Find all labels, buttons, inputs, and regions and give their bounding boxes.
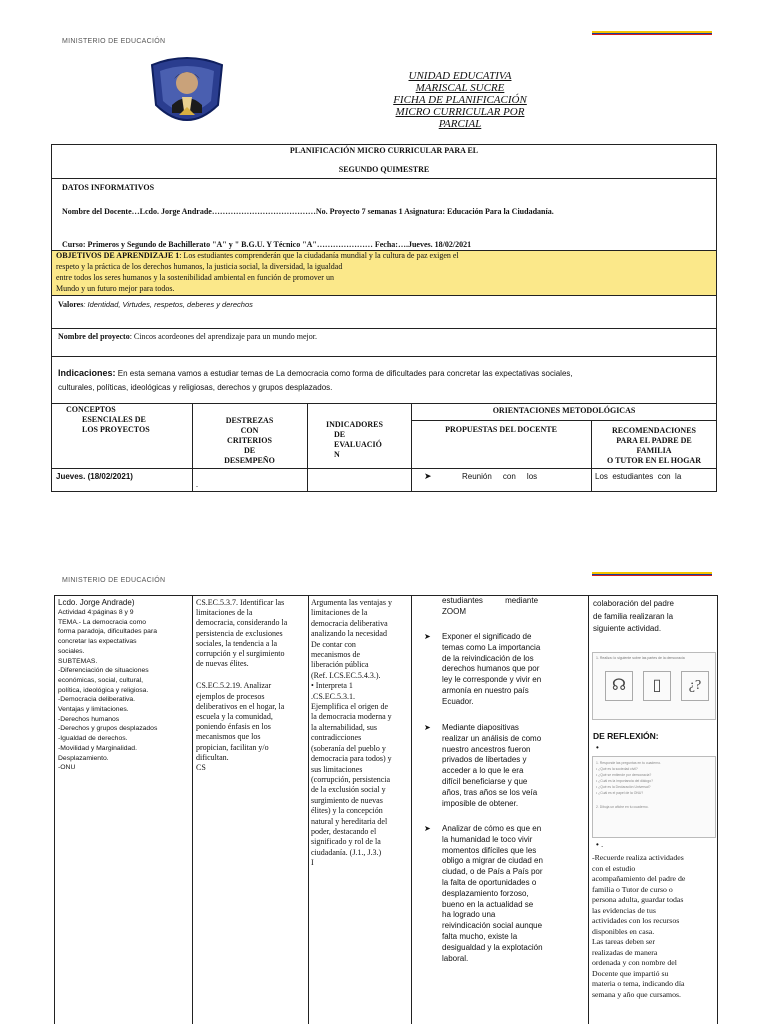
flag-stripe (592, 31, 712, 35)
flag-stripe (592, 572, 712, 576)
col5-line: materia o tema, indicando día (592, 979, 685, 988)
col3-line: la alternabilidad, sus (311, 722, 377, 732)
col5-line: disponibles en casa. (592, 926, 655, 936)
col4-item-3 (442, 824, 588, 964)
header-orientaciones: ORIENTACIONES METODOLÓGICAS (492, 406, 636, 415)
col3-line: democracia deliberativa (311, 618, 388, 628)
col3-line: surgimiento de nuevas (311, 795, 383, 805)
row1-propuesta: Reunión con los (462, 472, 538, 481)
col1-line: -Democracia deliberativa. (58, 696, 136, 704)
col4-line: desplazamiento forzoso, (442, 888, 529, 898)
datos-heading: DATOS INFORMATIVOS (62, 183, 155, 192)
school-name-line: PARCIAL (438, 118, 482, 130)
questions-thumbnail (592, 756, 716, 838)
col1-line: -Movilidad y Marginalidad. (58, 744, 137, 752)
title-line-1: PLANIFICACIÓN MICRO CURRICULAR PARA EL (289, 146, 479, 155)
col4-item-2 (442, 723, 588, 809)
header-conceptos (56, 405, 192, 435)
col4-line: bueno en la actualidad se (442, 899, 534, 909)
col4-line: privados de libertades y (442, 755, 527, 765)
col2-line: propician, facilitan y/o (196, 742, 269, 752)
docente-line: Nombre del Docente…Lcdo. Jorge Andrade…………………………………No. Proyecto 7 semanas 1 Asignatura: Educación Para la Ciudadanía. (62, 207, 554, 216)
col5-line: actividades con los recursos (592, 916, 680, 925)
proyecto-label: Nombre del proyecto (58, 332, 130, 341)
col4-line: Analizar de cómo es que en (442, 824, 542, 833)
col3-line: mecanismos de (311, 650, 361, 660)
objetivos-line: Mundo y un futuro mejor para todos. (56, 284, 175, 293)
activity-thumbnail (592, 652, 716, 720)
header-line: INDICADORES (326, 420, 383, 429)
col4-line: nuestro ancestros fueron (442, 744, 531, 754)
header-line: RECOMENDACIONES (611, 426, 696, 435)
col1-line: concretar las expectativas (58, 638, 137, 646)
col4-line: obligo a migrar de ciudad en (442, 856, 543, 866)
bullet-arrow-icon: ➤ (424, 632, 431, 641)
bottom-bullet: • . (596, 840, 604, 849)
col3-indicadores (311, 598, 411, 869)
bullet-arrow-icon: ➤ (424, 824, 431, 833)
col2-line: mecanismos que los (196, 732, 261, 742)
title-line-2: SEGUNDO QUIMESTRE (338, 165, 430, 174)
col4-line: de la reivindicación de los (442, 653, 534, 663)
header-line: PARA EL PADRE DE (616, 436, 692, 445)
col4-line: ha logrado una (442, 910, 496, 920)
col2-destrezas (196, 598, 308, 773)
col1-line: -ONU (58, 764, 76, 772)
col4-line: la humanidad le toco vivir (442, 834, 533, 844)
col5-line: ordenada y con nombre del (592, 958, 677, 967)
col5-line: colaboración del padre (593, 599, 674, 608)
indicaciones-line: En esta semana vamos a estudiar temas de La democracia como forma de dificultades para concretar las expectativas sociales, (115, 369, 573, 378)
col3-line: élites) y la concepción (311, 806, 383, 816)
col3-line: De contar con (311, 639, 356, 649)
col2-line: de nuevas élites. (196, 659, 249, 669)
col5-line: Las tareas deben ser (592, 937, 655, 946)
objetivos-label: OBJETIVOS DE APRENDIZAJE 1 (56, 251, 180, 260)
proyecto-text: : Cincos acordeones del aprendizaje para un mundo mejor. (129, 332, 317, 341)
col5-line: persona adulta, guardar todas (592, 895, 684, 904)
col4-line: imposible de obtener. (442, 798, 519, 808)
valores-text: : Identidad, Virtudes, respetos, deberes y derechos (83, 300, 253, 309)
school-header (380, 70, 540, 130)
col3-line: (soberanía del pueblo y (311, 743, 386, 753)
col3-line: liberación pública (311, 660, 369, 670)
col1-conceptos (58, 598, 192, 773)
ministry-label: MINISTERIO DE EDUCACIÓN (62, 38, 166, 45)
col3-line: (Ref. I.CS.EC.5.4.3.). (311, 670, 381, 680)
col5-bottom (592, 853, 716, 1000)
thumb-line: • ¿Qué se entiende por democracia? (596, 773, 652, 777)
col3-line: poder, destacando el (311, 826, 377, 836)
header-line: ESENCIALES DE (82, 415, 146, 424)
col3-line: significado y rol de la (311, 837, 381, 847)
header-line: N (334, 450, 340, 459)
col1-line: -Diferenciación de situaciones (58, 667, 149, 675)
reflexion-bullet: • (596, 743, 599, 752)
school-name-line: FICHA DE PLANIFICACIÓN (393, 94, 527, 106)
col2-line: corrupción y el surgimiento (196, 649, 285, 659)
person-icon: ☊ (605, 671, 633, 701)
col4-line: ley le corresponde y vivir en (442, 675, 542, 685)
col4-line: laboral. (442, 953, 469, 963)
school-name-line: MICRO CURRICULAR POR (395, 106, 525, 118)
col3-line: I (311, 858, 314, 868)
col4-line: acceder a lo que le era (442, 766, 524, 776)
valores-row (58, 300, 253, 310)
objetivos-line: entre todos los seres humanos y la sostenibilidad ambiental en función de promover un (56, 273, 334, 282)
col1-line: política, ideológica y religiosa. (58, 686, 149, 694)
col5-line: -Recuerde realiza actividades (592, 853, 684, 862)
col4-top-line: estudiantes mediante (442, 596, 539, 605)
col3-line: contradicciones (311, 733, 362, 743)
col1-line: Lcdo. Jorge Andrade) (58, 598, 135, 607)
bullet-arrow-icon: ➤ (424, 723, 431, 732)
col4-item-1 (442, 632, 588, 708)
col4-line: falta mucho, existe la (442, 931, 518, 941)
objetivos-text (56, 251, 459, 261)
col3-line: analizando la necesidad (311, 629, 387, 639)
col5-line: realizadas de manera (592, 947, 658, 957)
col3-line: de la exclusión social y (311, 785, 386, 795)
header-line: LOS PROYECTOS (82, 425, 150, 434)
reflexion-heading: DE REFLEXIÓN: (593, 731, 659, 741)
col3-line: .CS.EC.5.3.1. (311, 691, 356, 701)
col4-line: Ecuador. (442, 696, 474, 706)
col2-line: poniendo énfasis en los (196, 722, 271, 732)
school-name-line: UNIDAD EDUCATIVA (408, 70, 512, 82)
col5-line: de familia realizaran la (593, 611, 674, 621)
thumb-line: • ¿Qué es la sociedad civil? (596, 767, 638, 771)
thumb-line: • ¿Cuál es el papel de la ONU? (596, 791, 644, 795)
col5-line: semana y año que cursamos. (592, 989, 681, 999)
header-line: CONCEPTOS (66, 405, 116, 414)
indicaciones-row (58, 368, 573, 378)
col2-line: persistencia de exclusiones (196, 628, 283, 638)
objetivos-line: respeto y la práctica de los derechos humanos, la justicia social, la diversidad, la igualdad (56, 262, 343, 271)
col2-line: deliberativos en el hogar, la (196, 701, 285, 711)
col1-line: -Derechos humanos (58, 715, 120, 723)
valores-label: Valores (58, 300, 84, 309)
col2-line: dificultan. (196, 752, 229, 762)
col2-line: ejemplos de procesos (196, 691, 265, 701)
col4-line: Mediante diapositivas (442, 723, 519, 732)
header-line: O TUTOR EN EL HOGAR (607, 456, 701, 465)
col1-line: sociales. (58, 647, 85, 655)
col2-line: CS.EC.5.3.7. Identificar las (196, 598, 285, 607)
col5-line: las evidencias de tus (592, 905, 656, 915)
thumb-line: 2. Dibuja un afiche en tu cuaderno. (596, 805, 649, 809)
col4-line: momentos difíciles que les (442, 845, 537, 855)
thumb-line: • ¿Qué es la Declaración Universal? (596, 785, 651, 789)
col1-line: SUBTEMAS. (58, 657, 98, 665)
bullet-arrow-icon: ➤ (424, 471, 432, 481)
question-icon: ¿? (681, 671, 709, 701)
col4-line: desigualdad y la explotación (442, 942, 543, 952)
col3-line: sus limitaciones (311, 764, 363, 774)
indicaciones-label: Indicaciones: (58, 368, 116, 378)
col2-spacer (196, 669, 308, 681)
col3-line: Ejemplifica el origen de (311, 702, 389, 712)
header-propuestas: PROPUESTAS DEL DOCENTE (445, 425, 557, 434)
col5-line: Docente que impartió su (592, 968, 669, 978)
col4-line: difícil beneficiarse y que (442, 776, 528, 786)
col5-top (593, 598, 715, 636)
col2-line: limitaciones de la (196, 608, 253, 618)
col4-line: derechos humanos que por (442, 664, 540, 674)
header-destrezas (192, 416, 307, 466)
header-line: CON (240, 426, 259, 435)
col3-line: limitaciones de la (311, 608, 368, 618)
col1-line: Ventajas y limitaciones. (58, 706, 129, 714)
school-name-line: MARISCAL SUCRE (415, 82, 505, 94)
book-icon: ▯ (643, 671, 671, 701)
col5-line: familia o Tutor de curso o (592, 884, 673, 894)
col1-line: -Igualdad de derechos. (58, 735, 128, 743)
col1-line: económicas, social, cultural, (58, 676, 143, 684)
col4-line: realizar un análisis de como (442, 733, 542, 743)
col1-line: -Derechos y grupos desplazados (58, 725, 158, 733)
header-line: DESEMPEÑO (224, 456, 275, 465)
col4-line: Exponer el significado de (442, 632, 532, 641)
objetivos-line: : Los estudiantes comprenderán que la ciudadanía mundial y la cultura de paz exigen el (179, 251, 459, 260)
header-line: DE (243, 446, 256, 455)
col1-line: forma paradoja, dificultades para (58, 628, 157, 636)
school-emblem (146, 55, 228, 131)
col4-line: reivindicación social aunque (442, 921, 543, 931)
col2-line: CS.EC.5.2.19. Analizar (196, 681, 272, 691)
col5-line: siguiente actividad. (593, 624, 662, 633)
col1-line: Actividad 4:páginas 8 y 9 (58, 609, 134, 616)
col5-line: acompañamiento del padre de (592, 874, 686, 883)
col2-line: sociales, la tendencia a la (196, 638, 278, 648)
col3-line: Argumenta las ventajas y (311, 598, 392, 607)
col3-line: (corrupción, persistencia (311, 774, 391, 784)
header-line: EVALUACIÓ (334, 440, 382, 449)
ministry-label: MINISTERIO DE EDUCACIÓN (62, 577, 166, 584)
col1-line: TEMA.- La democracia como (58, 618, 147, 626)
proyecto-row (58, 332, 317, 342)
col5-line: con el estudio (592, 863, 636, 873)
header-indicadores (326, 420, 411, 460)
col4-zoom: ZOOM (442, 607, 466, 616)
header-line: DE (334, 430, 346, 439)
row1-destreza: . (196, 480, 198, 489)
header-line: CRITERIOS (227, 436, 272, 445)
col4-line: la falta de oportunidades o (442, 877, 537, 887)
col4-line: temas como La importancia (442, 642, 541, 652)
col3-line: ciudadanía. (J.1., J.3.) (311, 847, 382, 857)
col1-line: Desplazamiento. (58, 754, 109, 762)
thumb-caption: 1. Realiza: lo siguiente sobre las partes de la democracia (596, 656, 685, 660)
thumb-text (596, 760, 661, 810)
col3-line: • Interpreta 1 (311, 681, 353, 691)
col2-line: escuela y la comunidad, (196, 712, 273, 722)
col4-line: armonía en nuestro país (442, 685, 529, 695)
header-recomendaciones (591, 426, 717, 466)
row1-concepto: Jueves. (18/02/2021) (56, 472, 133, 481)
indicaciones-line: culturales, políticas, ideológicas y religiosas, derechos y grupos desplazados. (58, 383, 333, 392)
col3-line: la democracia moderna y (311, 712, 392, 722)
col3-line: natural y hereditaria del (311, 816, 388, 826)
col2-line: CS (196, 763, 206, 773)
col4-line: ciudad, o de País a País por (442, 867, 543, 877)
thumb-line: 1. Responde las preguntas en tu cuaderno. (596, 761, 662, 765)
row1-recomendacion: Los estudiantes con la (595, 472, 682, 481)
thumb-line: • ¿Cuál es la importancia del diálogo? (596, 779, 653, 783)
col4-line: años, tras años se los veía (442, 787, 538, 797)
col2-line: democracia, considerando la (196, 618, 288, 628)
header-line: DESTREZAS (225, 416, 274, 425)
col3-line: democracia para todos) y (311, 754, 392, 764)
header-line: FAMILIA (636, 446, 672, 455)
curso-line: Curso: Primeros y Segundo de Bachillerato "A" y " B.G.U. Y Técnico "A"………………… Fecha:….Jueves. 18/02/2021 (62, 240, 472, 249)
